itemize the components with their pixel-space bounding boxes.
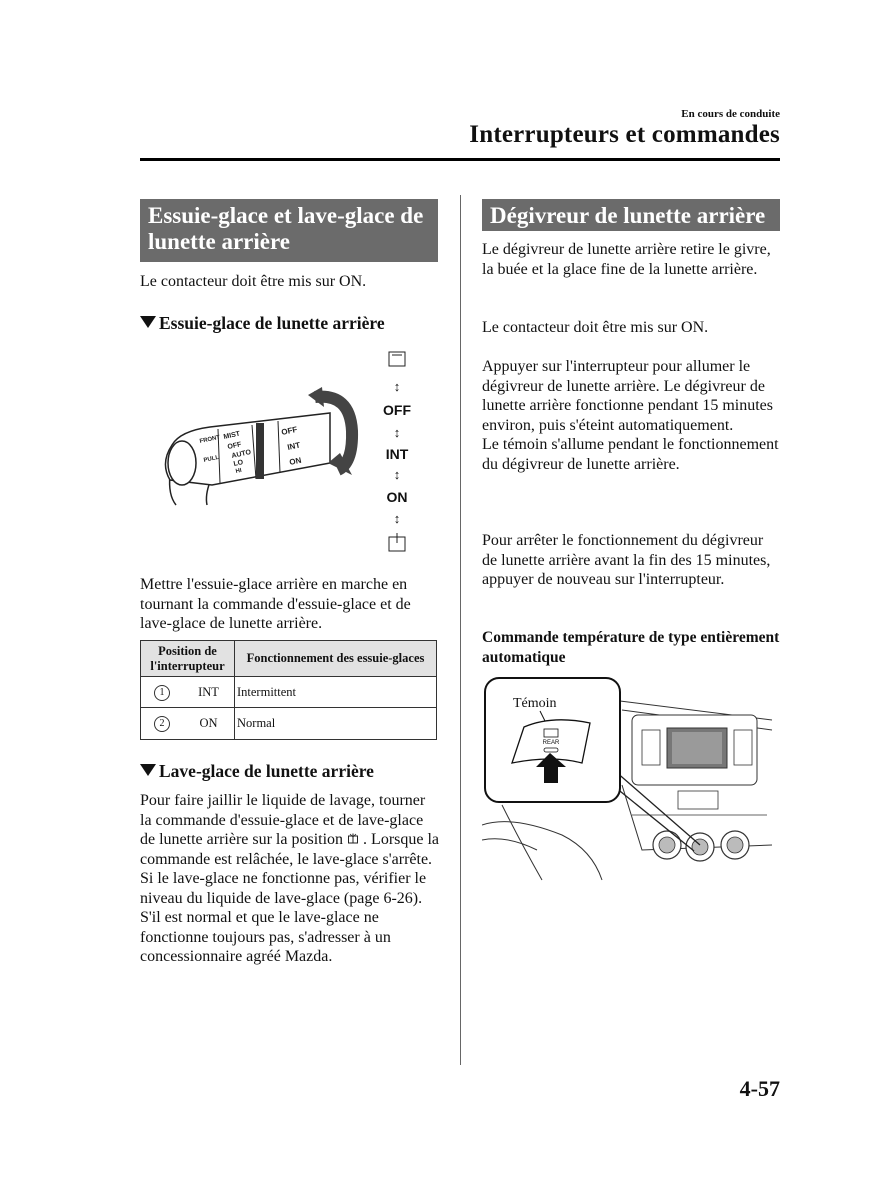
defroster-paragraph-3 xyxy=(482,357,782,474)
header-rule xyxy=(140,158,780,161)
defroster-paragraph-2: Le contacteur doit être mis sur ON. xyxy=(482,319,709,336)
position-int-label: INT xyxy=(385,446,409,462)
lever-label-front: FRONT xyxy=(199,434,221,445)
lever-label-rear-off: OFF xyxy=(280,424,299,437)
svg-text:↕: ↕ xyxy=(393,425,401,440)
lever-label-pull: PULL xyxy=(203,454,220,464)
lever-label-lo: LO xyxy=(232,459,244,468)
page-number: 4-57 xyxy=(739,1076,780,1101)
washer-text-c: Si le lave-glace ne fonctionne pas, vérifier le niveau du liquide de lave-glace (page 6-26). S'il est normal et que le lave-glace ne fonctionne toujours pas, s'adresser à un concessionnaire agréé Mazda. xyxy=(140,870,427,965)
triangle-marker-icon xyxy=(140,316,156,328)
wiper-heading xyxy=(140,313,440,334)
left-section-title: Essuie-glace et lave-glace de lunette arrière xyxy=(140,199,438,262)
lever-label-auto: AUTO xyxy=(230,449,252,460)
table-row xyxy=(141,677,437,708)
defroster-text-3b: Le témoin s'allume pendant le fonctionnement du dégivreur de lunette arrière. xyxy=(482,436,779,473)
row-number-badge: 2 xyxy=(154,716,170,732)
wiper-description: Mettre l'essuie-glace arrière en marche en tournant la commande d'essuie-glace et de lave-glace de lunette arrière. xyxy=(140,576,411,632)
rear-button-label: REAR xyxy=(542,740,560,746)
washer-text-a: Pour faire jaillir le liquide de lavage, tourner la commande d'essuie-glace et de lave-glace de lunette arrière sur la position xyxy=(140,792,426,848)
page-title: Interrupteurs et commandes xyxy=(469,121,780,148)
dashboard-defroster-figure xyxy=(482,675,782,885)
position-off-label: OFF xyxy=(383,402,411,418)
washer-description xyxy=(140,791,440,967)
row-position: INT xyxy=(198,684,219,699)
washer-spray-icon xyxy=(347,833,359,845)
left-intro: Le contacteur doit être mis sur ON. xyxy=(140,273,367,290)
washer-heading-text: Lave-glace de lunette arrière xyxy=(159,761,374,781)
header-section-label: En cours de conduite xyxy=(681,108,780,120)
lever-label-hi: HI xyxy=(235,467,243,475)
defroster-paragraph-1: Le dégivreur de lunette arrière retire le givre, la buée et la glace fine de la lunette arrière. xyxy=(482,241,771,278)
lever-label-rear-on: ON xyxy=(288,455,303,467)
washer-heading xyxy=(140,761,440,782)
auto-climate-subheading: Commande température de type entièrement automatique xyxy=(482,629,780,666)
svg-text:↕: ↕ xyxy=(393,511,401,526)
row-operation: Normal xyxy=(235,708,437,740)
wiper-heading-text: Essuie-glace de lunette arrière xyxy=(159,313,385,333)
lever-label-mist: MIST xyxy=(222,430,241,441)
row-operation: Intermittent xyxy=(235,677,437,708)
right-section-title: Dégivreur de lunette arrière xyxy=(482,199,780,231)
column-divider xyxy=(460,195,461,1065)
lever-label-rear-int: INT xyxy=(286,440,302,452)
defroster-text-3a: Appuyer sur l'interrupteur pour allumer le dégivreur de lunette arrière. Le dégivreur de lunette arrière fonctionne pendant 15 minutes environ, puis s'éteint automatiquement. xyxy=(482,358,774,434)
lever-label-off: OFF xyxy=(226,441,243,451)
position-on-label: ON xyxy=(386,489,408,505)
table-header-operation: Fonctionnement des essuie-glaces xyxy=(235,641,437,677)
wiper-operation-table xyxy=(140,640,437,740)
table-header-position: Position de l'interrupteur xyxy=(141,641,235,677)
washer-text-b: . Lorsque la commande est relâchée, le lave-glace s'arrête. xyxy=(140,831,440,868)
triangle-marker-icon xyxy=(140,764,156,776)
table-row xyxy=(141,708,437,740)
svg-text:↕: ↕ xyxy=(393,379,401,394)
wiper-lever-figure xyxy=(160,345,430,560)
row-position: ON xyxy=(199,716,218,730)
row-number-badge: 1 xyxy=(154,685,170,701)
svg-text:↕: ↕ xyxy=(393,467,401,482)
indicator-callout-label: Témoin xyxy=(513,696,557,711)
defroster-paragraph-4: Pour arrêter le fonctionnement du dégivreur de lunette arrière avant la fin des 15 minutes, appuyer de nouveau sur l'interrupteur. xyxy=(482,532,771,588)
